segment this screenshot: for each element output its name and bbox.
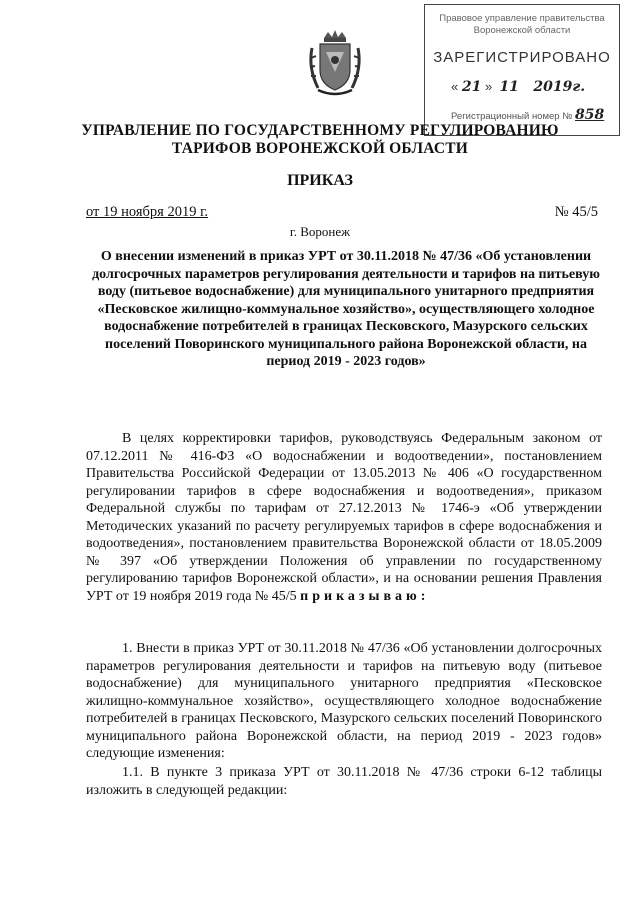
preamble-text: В целях корректировки тарифов, руководствуясь Федеральным законом от 07.12.2011 № 416-ФЗ «О водоснабжении и водоотведении», постановлением Правительства Российской Федерации от 13.05.2013 № 406 «О государственном регулировании тарифов в сфере водоснабжения и водоотведения», приказом Федеральной службы по тарифам от 27.12.2013 № 1746-э «Об утверждении Методических указаний по расчету регулируемых тарифов в сфере водоснабжения и водоотведения», постановлением правительства Воронежской области от 18.05.2009 № 397 «Об утверждении Положения об управлении по государственному регулированию тарифов Воронежской области», и на основании решения Правления УРТ от 19 ноября 2019 года № 45/5 — [86, 431, 602, 604]
stamp-org-line: Воронежской области — [473, 25, 571, 36]
order-subject: О внесении изменений в приказ УРТ от 30.11.2018 № 47/36 «Об установлении долгосрочных параметров регулирования деятельности и тарифов на питьевую воду (питьевое водоснабжение) для муниципального унитарного предприятия «Песковское жилищно-коммунальное хозяйство», осуществляющего холодное водоснабжение потребителей в границах Песковского, Мазурского сельских поселений Поворинского муниципального района Воронежской области, на период 2019 - 2023 годов» — [92, 249, 600, 369]
stamp-date-year: 2019г. — [533, 79, 586, 95]
stamp-date: « 21 » 11 2019г. — [451, 79, 586, 95]
order-city: г. Воронеж — [289, 224, 351, 239]
order-number: № 45/5 — [554, 204, 598, 220]
agency-title-line1: УПРАВЛЕНИЕ ПО ГОСУДАРСТВЕННОМУ РЕГУЛИРОВАНИЮ — [81, 122, 559, 139]
stamp-number-label: Регистрационный номер № — [451, 111, 573, 122]
item-1-1-text: 1.1. В пункте 3 приказа УРТ от 30.11.2018 № 47/36 строки 6-12 таблицы изложить в следующей редакции: — [86, 765, 602, 798]
stamp-registered-label: ЗАРЕГИСТРИРОВАНО — [433, 49, 611, 66]
item-1-text: 1. Внести в приказ УРТ от 30.11.2018 № 47/36 «Об установлении долгосрочных параметров регулирования деятельности и тарифов на питьевую воду (питьевое водоснабжение) для муниципального унитарного предприятия «Песковское жилищно-коммунальное хозяйство», осуществляющего холодное водоснабжение потребителей в границах Песковского, Мазурского сельских поселений Поворинского муниципального района Воронежской области, на период 2019 - 2023 годов» следующие изменения: — [86, 641, 602, 761]
order-word: приказываю: — [300, 588, 430, 604]
item-1-paragraph — [86, 640, 602, 763]
stamp-date-day: 21 — [461, 79, 482, 95]
coat-of-arms-emblem — [306, 28, 364, 100]
item-1-1-paragraph — [86, 764, 602, 799]
registration-stamp — [424, 4, 620, 136]
stamp-date-month: 11 — [499, 79, 519, 95]
order-heading: ПРИКАЗ — [287, 172, 353, 189]
order-date: от 19 ноября 2019 г. — [86, 204, 209, 220]
stamp-number-value: 858 — [575, 107, 605, 123]
preamble-paragraph — [86, 430, 602, 605]
agency-title-line2: ТАРИФОВ ВОРОНЕЖСКОЙ ОБЛАСТИ — [171, 140, 469, 157]
stamp-reg-number — [451, 107, 604, 123]
stamp-org-line: Правовое управление правительства — [439, 13, 605, 24]
